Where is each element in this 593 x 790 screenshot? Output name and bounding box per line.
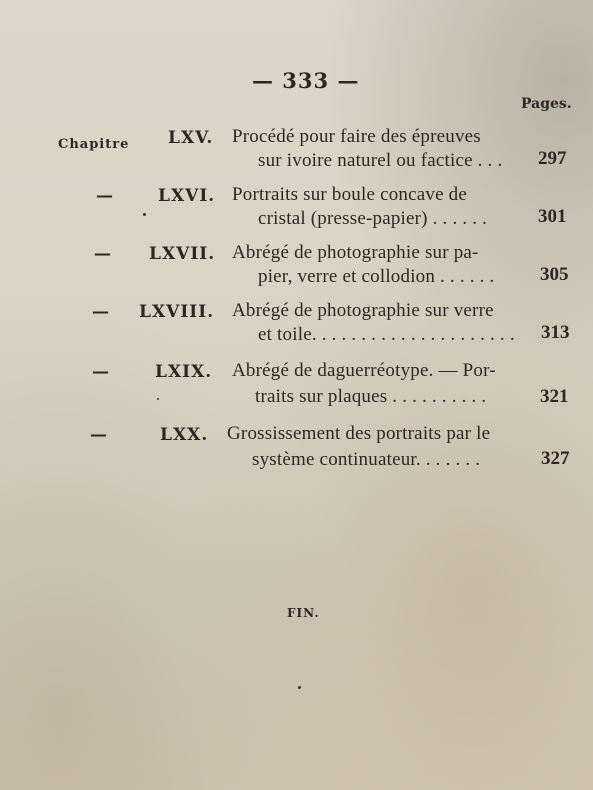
entry-title-line1: Abrégé de photographie sur verre (232, 300, 494, 321)
entry-title-line1: Grossissement des portraits par le (227, 423, 491, 444)
chapter-word: Chapitre (58, 137, 130, 152)
entry-title-line2: sur ivoire naturel ou factice . . . (258, 150, 503, 171)
entry-page-number: 305 (540, 264, 569, 285)
entry-title-line2: pier, verre et collodion . . . . . . (258, 266, 495, 287)
entry-numeral: LXVII. (149, 244, 216, 264)
entry-numeral: LXVIII. (139, 302, 215, 322)
paper-speck (157, 398, 159, 400)
entry-page-number: 327 (541, 448, 570, 469)
entry-title-line1: Abrégé de daguerréotype. — Por- (232, 360, 496, 381)
entry-numeral: LXVI. (158, 186, 216, 206)
entry-title-line1: Procédé pour faire des épreuves (232, 126, 481, 147)
fin-mark: FIN. (287, 606, 320, 620)
pages-column-label: Pages. (521, 96, 572, 112)
entry-page-number: 297 (538, 148, 567, 169)
entry-dash: — (96, 186, 113, 206)
entry-title-line1: Abrégé de photographie sur pa- (232, 242, 479, 263)
entry-dash: — (94, 244, 111, 264)
entry-title-line2: cristal (presse-papier) . . . . . . (258, 208, 488, 229)
entry-title-line2: système continuateur. . . . . . . (252, 449, 481, 470)
entry-dash: — (92, 302, 109, 322)
entry-title-line1: Portraits sur boule concave de (232, 184, 467, 205)
entry-dash: — (92, 362, 109, 382)
entry-page-number: 301 (538, 206, 567, 227)
entry-page-number: 321 (540, 386, 569, 407)
paper-speck (143, 213, 146, 216)
entry-title-line2: et toile. . . . . . . . . . . . . . . . . . . . . (258, 324, 515, 345)
entry-numeral: LXIX. (155, 362, 213, 382)
entry-numeral: LXV. (168, 128, 214, 148)
paper-speck (298, 686, 301, 689)
entry-title-line2: traits sur plaques . . . . . . . . . . (255, 386, 487, 407)
entry-page-number: 313 (541, 322, 570, 343)
entry-numeral: LXX. (160, 425, 209, 445)
page-number-header: — 333 — (252, 68, 360, 93)
entry-dash: — (90, 425, 107, 445)
